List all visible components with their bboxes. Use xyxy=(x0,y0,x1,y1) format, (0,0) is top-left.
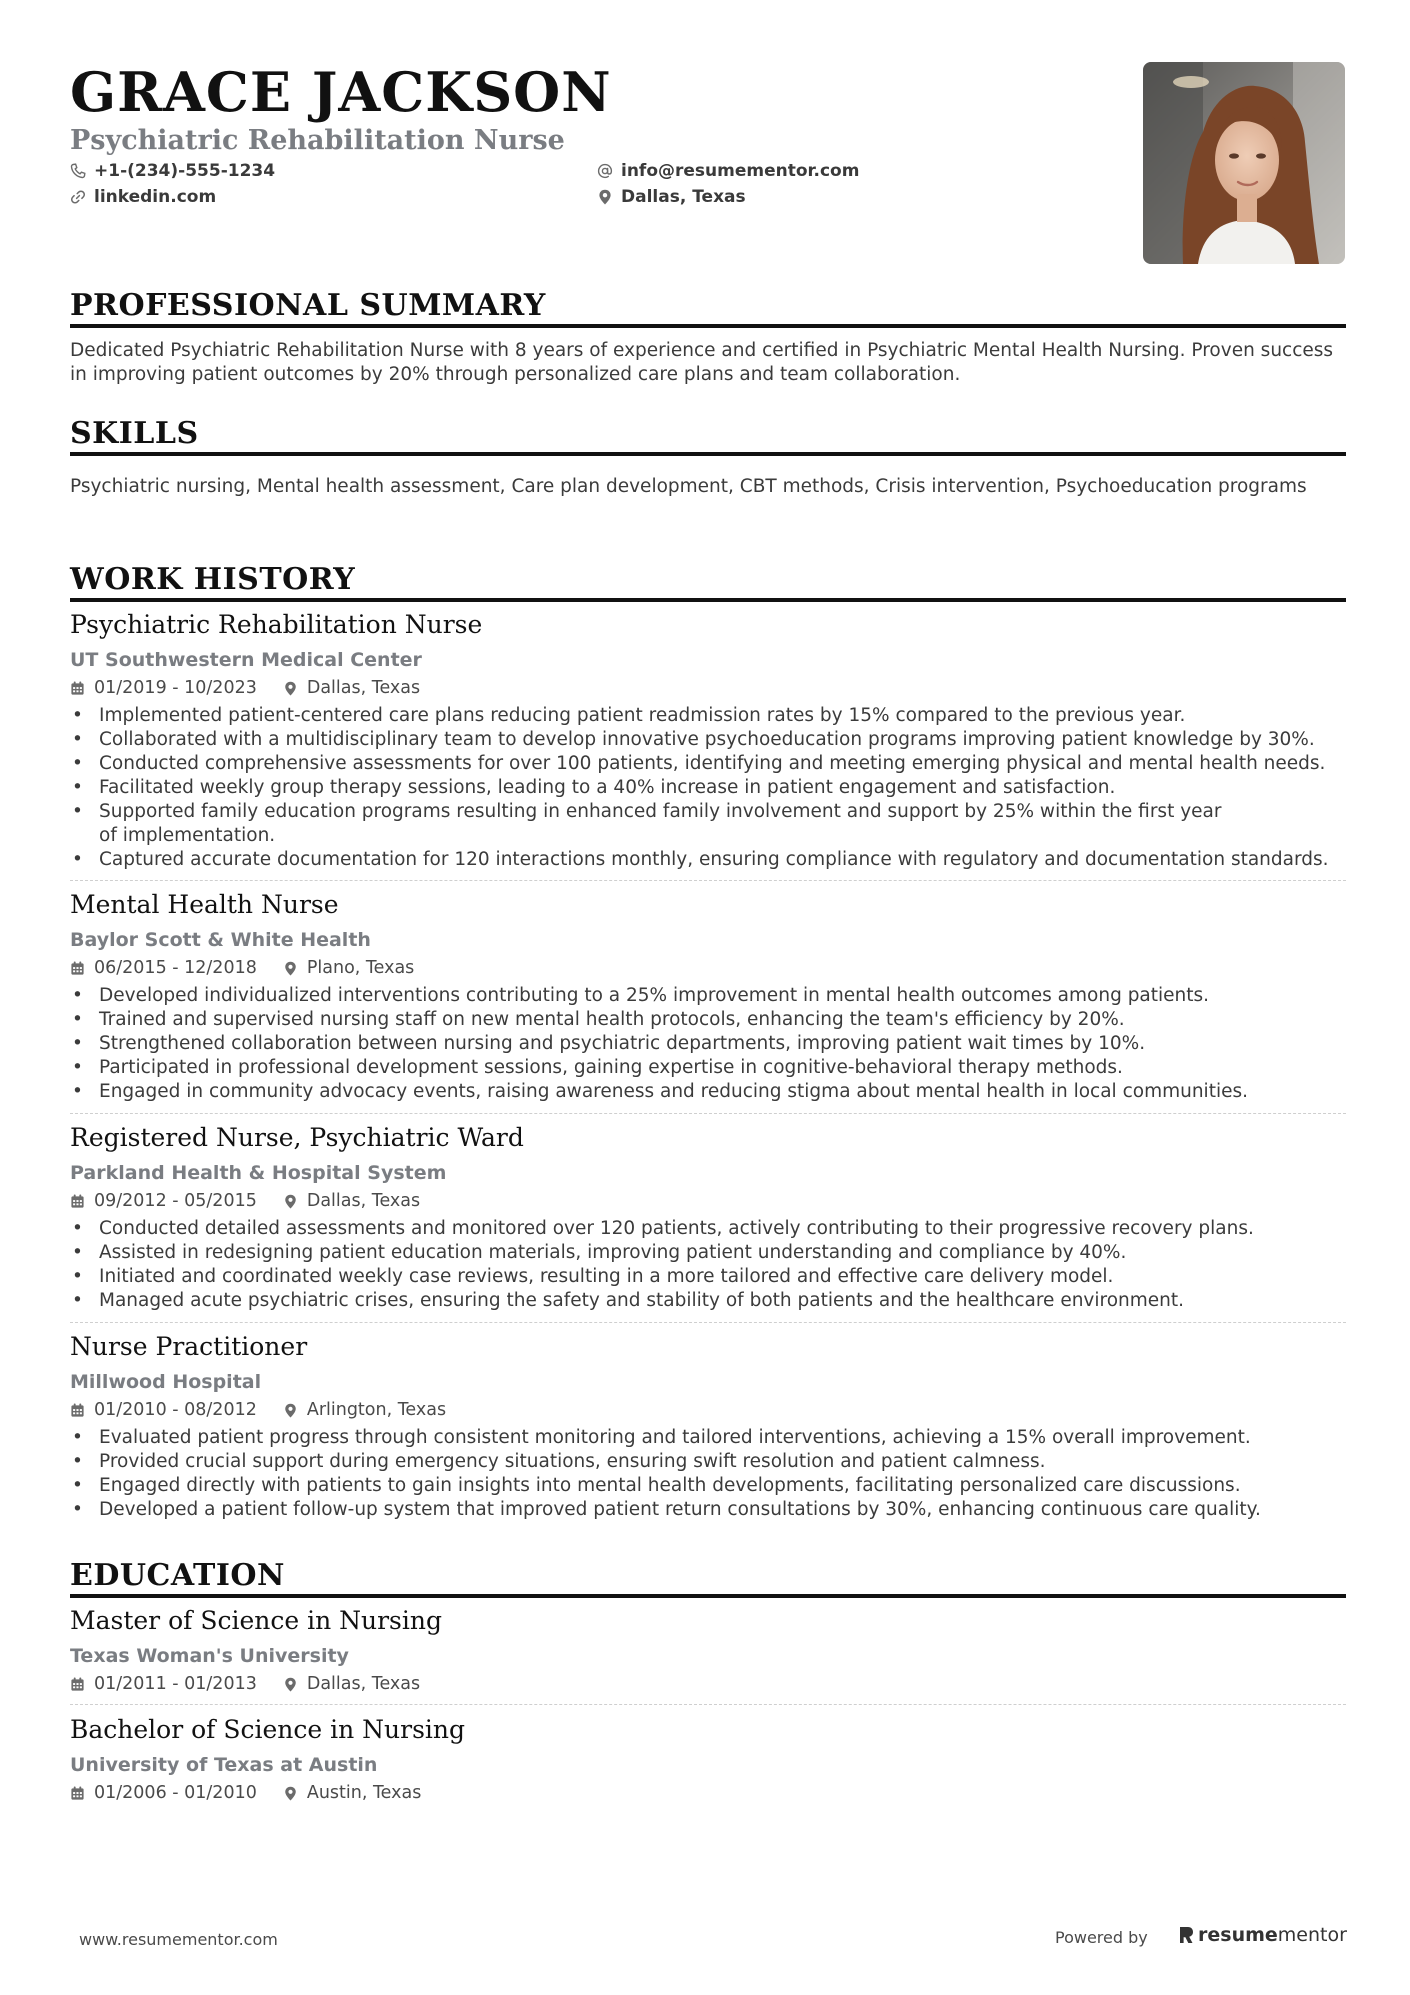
location-pin-icon xyxy=(283,1194,298,1209)
edu-meta xyxy=(70,1782,421,1804)
work-heading: WORK HISTORY xyxy=(70,562,356,597)
phone-icon xyxy=(70,163,86,179)
job-location xyxy=(283,957,414,979)
edu-school: Texas Woman's University xyxy=(70,1645,349,1667)
calendar-icon xyxy=(70,961,85,976)
brand-logo-icon xyxy=(1178,1926,1194,1944)
edu-school: University of Texas at Austin xyxy=(70,1754,378,1776)
list-item: • Supported family education programs resulting in enhanced family involvement and support by 25% within the first year of implementation. xyxy=(70,800,1346,848)
calendar-icon xyxy=(70,1677,85,1692)
job-meta xyxy=(70,1399,446,1421)
list-item: • Developed a patient follow-up system that improved patient return consultations by 30%, enhancing continuous care quality. xyxy=(70,1498,1346,1522)
job-dates: 01/2019 - 10/2023 xyxy=(94,678,257,698)
location-pin-icon xyxy=(283,1403,298,1418)
job-bullets xyxy=(70,1426,1346,1522)
location-pin-icon xyxy=(283,961,298,976)
brand-light: mentor xyxy=(1277,1924,1347,1946)
location-pin-icon xyxy=(283,681,298,696)
job-dates: 01/2010 - 08/2012 xyxy=(94,1400,257,1420)
email-text[interactable]: info@resumementor.com xyxy=(621,161,860,181)
job-location-text: Dallas, Texas xyxy=(306,678,421,698)
job-dates: 06/2015 - 12/2018 xyxy=(94,958,257,978)
job-company: Baylor Scott & White Health xyxy=(70,929,371,951)
job-location-text: Arlington, Texas xyxy=(306,1400,447,1420)
footer-powered-by: Powered by xyxy=(1055,1928,1148,1947)
job-location xyxy=(283,1399,446,1421)
job-title: Psychiatric Rehabilitation Nurse xyxy=(70,610,483,639)
contact-location xyxy=(597,186,746,208)
job-meta xyxy=(70,1190,420,1212)
edu-location-text: Austin, Texas xyxy=(306,1783,422,1803)
skills-heading: SKILLS xyxy=(70,416,199,451)
edu-location xyxy=(283,1673,420,1695)
location-pin-icon xyxy=(283,1677,298,1692)
list-item: • Assisted in redesigning patient education materials, improving patient understanding and compliance by 40%. xyxy=(70,1241,1346,1265)
list-item: • Engaged directly with patients to gain insights into mental health developments, facilitating personalized care discussions. xyxy=(70,1474,1346,1498)
education-divider xyxy=(70,1594,1346,1598)
edu-location-text: Dallas, Texas xyxy=(306,1674,421,1694)
footer-website[interactable]: www.resumementor.com xyxy=(79,1930,278,1949)
list-item: • Facilitated weekly group therapy sessions, leading to a 40% increase in patient engagement and satisfaction. xyxy=(70,776,1346,800)
job-meta xyxy=(70,677,420,699)
list-item: • Participated in professional development sessions, gaining expertise in cognitive-behavioral therapy methods. xyxy=(70,1056,1346,1080)
job-company: Parkland Health & Hospital System xyxy=(70,1162,447,1184)
calendar-icon xyxy=(70,1403,85,1418)
list-item: • Developed individualized interventions contributing to a 25% improvement in mental health outcomes among patients. xyxy=(70,984,1346,1008)
at-icon xyxy=(597,163,613,179)
list-item: • Conducted detailed assessments and monitored over 120 patients, actively contributing to their progressive recovery plans. xyxy=(70,1217,1346,1241)
candidate-title: Psychiatric Rehabilitation Nurse xyxy=(70,125,565,156)
list-item: • Strengthened collaboration between nursing and psychiatric departments, improving patient wait times by 10%. xyxy=(70,1032,1346,1056)
job-title: Nurse Practitioner xyxy=(70,1332,308,1361)
edu-location xyxy=(283,1782,422,1804)
footer-brand-logo[interactable] xyxy=(1178,1924,1347,1946)
job-location-text: Dallas, Texas xyxy=(306,1191,421,1211)
list-item: • Captured accurate documentation for 120 interactions monthly, ensuring compliance with regulatory and documentation standards. xyxy=(70,848,1346,872)
job-title: Registered Nurse, Psychiatric Ward xyxy=(70,1123,524,1152)
work-divider xyxy=(70,598,1346,602)
edu-separator xyxy=(70,1704,1346,1705)
job-separator xyxy=(70,1322,1346,1323)
profile-photo xyxy=(1143,62,1345,264)
contact-phone xyxy=(70,160,275,182)
job-bullets xyxy=(70,704,1346,872)
job-meta xyxy=(70,957,414,979)
job-dates: 09/2012 - 05/2015 xyxy=(94,1191,257,1211)
job-location xyxy=(283,677,420,699)
job-title: Mental Health Nurse xyxy=(70,890,339,919)
job-location-text: Plano, Texas xyxy=(306,958,415,978)
job-separator xyxy=(70,880,1346,881)
job-company: Millwood Hospital xyxy=(70,1371,262,1393)
job-location xyxy=(283,1190,420,1212)
phone-text: +1-(234)-555-1234 xyxy=(94,161,276,181)
list-item: • Collaborated with a multidisciplinary team to develop innovative psychoeducation programs improving patient knowledge by 30%. xyxy=(70,728,1346,752)
brand-bold: resume xyxy=(1198,1924,1278,1946)
candidate-name: GRACE JACKSON xyxy=(70,60,612,124)
linkedin-link[interactable]: linkedin.com xyxy=(94,187,217,207)
skills-text: Psychiatric nursing, Mental health assessment, Care plan development, CBT methods, Crisis intervention, Psychoeducation programs xyxy=(70,476,1307,497)
contact-linkedin[interactable] xyxy=(70,186,216,208)
list-item: • Managed acute psychiatric crises, ensuring the safety and stability of both patients and the healthcare environment. xyxy=(70,1289,1346,1313)
contact-email[interactable] xyxy=(597,160,859,182)
list-item: • Implemented patient-centered care plans reducing patient readmission rates by 15% compared to the previous year. xyxy=(70,704,1346,728)
edu-degree: Bachelor of Science in Nursing xyxy=(70,1715,466,1744)
location-pin-icon xyxy=(283,1786,298,1801)
calendar-icon xyxy=(70,1194,85,1209)
edu-dates: 01/2006 - 01/2010 xyxy=(94,1783,257,1803)
job-company: UT Southwestern Medical Center xyxy=(70,649,422,671)
location-text: Dallas, Texas xyxy=(621,187,746,207)
summary-divider xyxy=(70,324,1346,328)
link-icon xyxy=(70,189,86,205)
list-item: • Engaged in community advocacy events, raising awareness and reducing stigma about mental health in local communities. xyxy=(70,1080,1346,1104)
job-separator xyxy=(70,1113,1346,1114)
list-item: • Provided crucial support during emergency situations, ensuring swift resolution and patient calmness. xyxy=(70,1450,1346,1474)
education-heading: EDUCATION xyxy=(70,1558,285,1593)
list-item: • Conducted comprehensive assessments for over 100 patients, identifying and meeting emerging physical and mental health needs. xyxy=(70,752,1346,776)
job-bullets xyxy=(70,1217,1346,1313)
list-item: • Initiated and coordinated weekly case reviews, resulting in a more tailored and effective care delivery model. xyxy=(70,1265,1346,1289)
edu-degree: Master of Science in Nursing xyxy=(70,1606,442,1635)
edu-dates: 01/2011 - 01/2013 xyxy=(94,1674,257,1694)
location-pin-icon xyxy=(597,189,613,205)
list-item: • Trained and supervised nursing staff on new mental health protocols, enhancing the team's efficiency by 20%. xyxy=(70,1008,1346,1032)
summary-text: Dedicated Psychiatric Rehabilitation Nurse with 8 years of experience and certified in Psychiatric Mental Health Nursing. Proven success in improving patient outcomes by 20% through personalized care plans and team collaboration. xyxy=(70,340,1334,385)
edu-meta xyxy=(70,1673,420,1695)
skills-divider xyxy=(70,452,1346,456)
list-item: • Evaluated patient progress through consistent monitoring and tailored interventions, achieving a 15% overall improvement. xyxy=(70,1426,1346,1450)
calendar-icon xyxy=(70,681,85,696)
summary-heading: PROFESSIONAL SUMMARY xyxy=(70,288,546,323)
job-bullets xyxy=(70,984,1346,1104)
calendar-icon xyxy=(70,1786,85,1801)
